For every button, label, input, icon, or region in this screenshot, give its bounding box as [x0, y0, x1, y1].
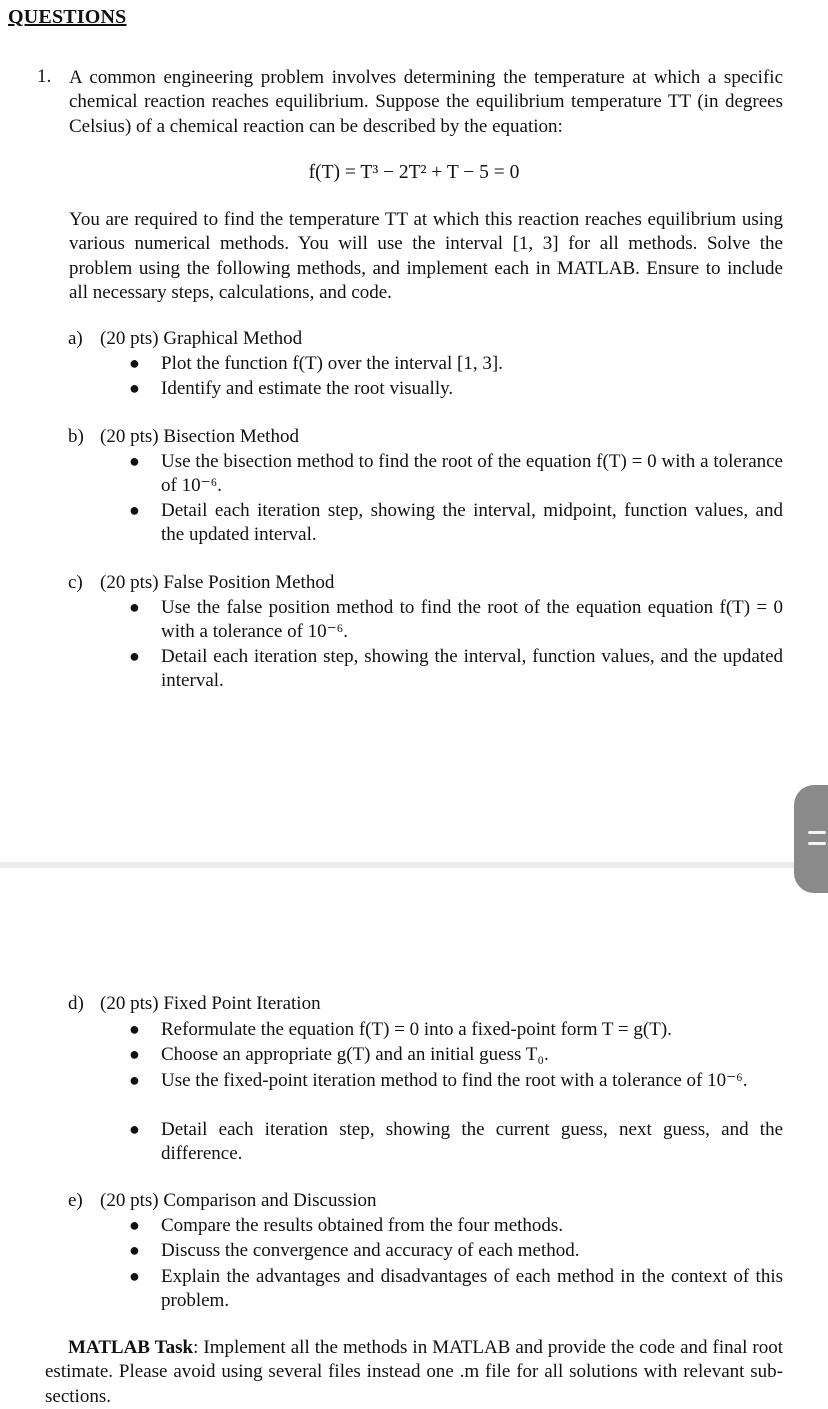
part-e-label: e): [68, 1190, 83, 1211]
part-b-title: (20 pts) Bisection Method: [100, 426, 299, 447]
matlab-task: [45, 1336, 783, 1409]
part-b-bullet-2: Detail each iteration step, showing the interval, midpoint, function values, and the updated interval.: [161, 500, 783, 546]
matlab-task-text: : Implement all the methods in MATLAB and provide the code and final root estimate. Please avoid using several files instead one .m file for all solutions with relevant sub-sections.: [45, 1337, 784, 1407]
part-c-bullet-1: Use the false position method to find the root of the equation equation f(T) = 0 with a tolerance of 10⁻⁶.: [161, 597, 783, 643]
part-a-title: (20 pts) Graphical Method: [100, 328, 303, 349]
bullet-dot: ●: [129, 1019, 140, 1039]
bullet-dot: ●: [129, 1266, 140, 1286]
part-c-title: (20 pts) False Position Method: [100, 572, 335, 593]
bullet-dot: ●: [129, 500, 140, 520]
scroll-handle[interactable]: [794, 785, 828, 893]
part-b-bullet-1: Use the bisection method to find the root of the equation f(T) = 0 with a tolerance of 10⁻⁶.: [161, 451, 783, 497]
part-e-title: (20 pts) Comparison and Discussion: [100, 1190, 377, 1211]
matlab-task-label: MATLAB Task: [68, 1337, 194, 1358]
page-title: QUESTIONS: [8, 6, 127, 28]
bullet-dot: ●: [129, 597, 140, 617]
question-number: 1.: [37, 66, 52, 87]
part-a-label: a): [68, 328, 83, 349]
bullet-dot: ●: [129, 353, 140, 373]
part-c-label: c): [68, 572, 83, 593]
part-e-bullet-2: Discuss the convergence and accuracy of each method.: [161, 1240, 580, 1261]
part-d-bullet-1: Reformulate the equation f(T) = 0 into a fixed-point form T = g(T).: [161, 1019, 672, 1040]
part-d-bullet-2: Choose an appropriate g(T) and an initial guess T₀.: [161, 1044, 549, 1065]
equation-text: f(T) = T³ − 2T² + T − 5 = 0: [308, 162, 520, 183]
bullet-dot: ●: [129, 1070, 140, 1090]
part-d-bullet-3: Use the fixed-point iteration method to find the root with a tolerance of 10⁻⁶.: [161, 1070, 748, 1091]
page-separator: [0, 862, 828, 868]
question-intro: A common engineering problem involves determining the temperature at which a specific chemical reaction reaches equilibrium. Suppose the equilibrium temperature TT (in degrees Celsius) of a chemical reaction can be described by the equation:: [69, 67, 783, 137]
part-c-bullet-2: Detail each iteration step, showing the interval, function values, and the updated interval.: [161, 646, 783, 692]
bullet-dot: ●: [129, 646, 140, 666]
question-instructions: You are required to find the temperature TT at which this reaction reaches equilibrium using various numerical methods. You will use the interval [1, 3] for all methods. Solve the problem using the following methods, and implement each in MATLAB. Ensure to include all necessary steps, calculations, and code.: [69, 209, 783, 304]
part-e-bullet-3: Explain the advantages and disadvantages of each method in the context of this problem.: [161, 1266, 783, 1312]
part-d-label: d): [68, 993, 84, 1014]
bullet-dot: ●: [129, 1119, 140, 1139]
part-d-title: (20 pts) Fixed Point Iteration: [100, 993, 321, 1014]
bullet-dot: ●: [129, 451, 140, 471]
bullet-dot: ●: [129, 1215, 140, 1235]
bullet-dot: ●: [129, 1240, 140, 1260]
part-b-label: b): [68, 426, 84, 447]
part-a-bullet-1: Plot the function f(T) over the interval [1, 3].: [161, 353, 503, 374]
equation: [0, 162, 828, 184]
bullet-dot: ●: [129, 378, 140, 398]
part-e-bullet-1: Compare the results obtained from the four methods.: [161, 1215, 564, 1236]
part-a-bullet-2: Identify and estimate the root visually.: [161, 378, 454, 399]
part-d-bullet-4: Detail each iteration step, showing the current guess, next guess, and the difference.: [161, 1119, 783, 1165]
bullet-dot: ●: [129, 1044, 140, 1064]
